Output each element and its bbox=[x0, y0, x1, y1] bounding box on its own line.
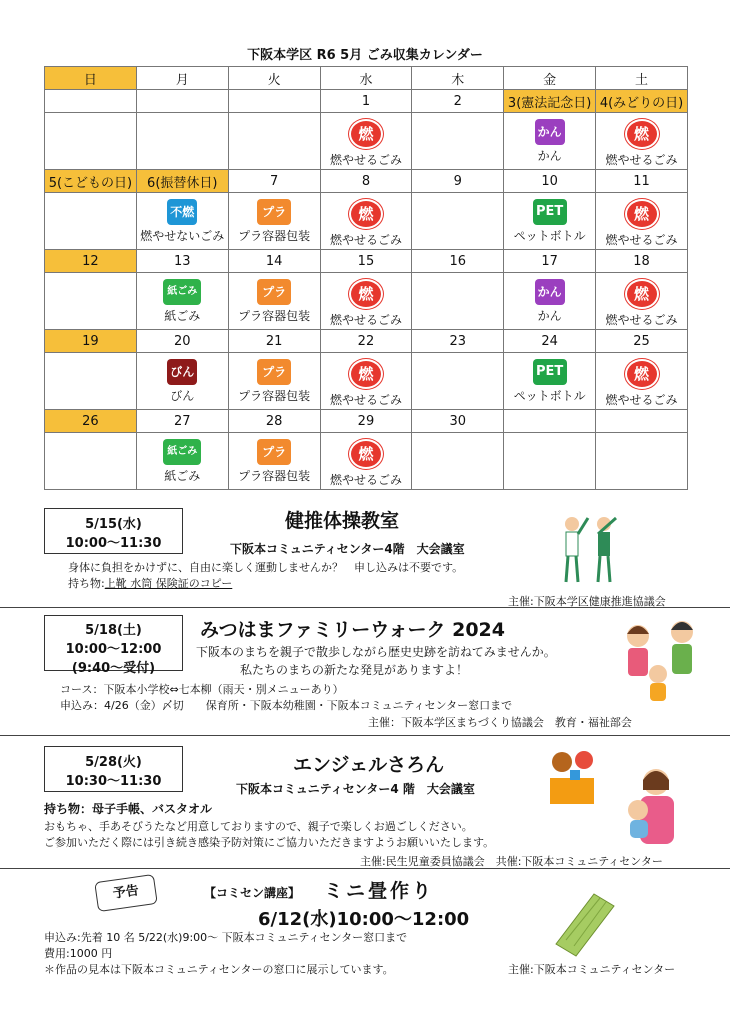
event2-date-box bbox=[44, 615, 183, 676]
event2-line1: 下阪本のまちを親子で散歩しながら歴史史跡を訪ねてみませんか。 bbox=[196, 645, 556, 659]
waste-type-icon: 燃 bbox=[349, 359, 383, 389]
waste-type-label: 燃やせるごみ bbox=[329, 313, 402, 327]
date-cell: 27 bbox=[136, 410, 228, 433]
mother-baby-illustration bbox=[618, 766, 688, 854]
event2-reception: (9:40～受付) bbox=[71, 661, 156, 676]
event2-time: 10:00～12:00 bbox=[65, 642, 162, 657]
event1-title: 健推体操教室 bbox=[285, 510, 400, 532]
date-cell: 25 bbox=[596, 330, 688, 353]
waste-type-label: 燃やせるごみ bbox=[605, 153, 678, 167]
waste-type-icon: プラ bbox=[257, 359, 291, 385]
collection-cell bbox=[504, 193, 596, 250]
collection-cell bbox=[412, 193, 504, 250]
event4-host: 主催:下阪本コミュニティセンター bbox=[508, 963, 676, 976]
date-cell: 14 bbox=[228, 250, 320, 273]
date-cell: 30 bbox=[412, 410, 504, 433]
date-cell: 21 bbox=[228, 330, 320, 353]
event3-title: エンジェルさろん bbox=[293, 754, 445, 776]
collection-cell bbox=[320, 113, 412, 170]
date-cell bbox=[228, 90, 320, 113]
event4-datetime: 6/12(水)10:00～12:00 bbox=[258, 909, 470, 930]
waste-type-icon: 燃 bbox=[349, 439, 383, 469]
collection-cell bbox=[596, 193, 688, 250]
waste-type-label: 紙ごみ bbox=[164, 309, 201, 323]
collection-cell bbox=[136, 433, 228, 490]
collection-cell bbox=[228, 353, 320, 410]
waste-type-icon: プラ bbox=[257, 439, 291, 465]
waste-type-icon: PET bbox=[533, 359, 567, 385]
waste-type-label: プラ容器包装 bbox=[238, 469, 311, 483]
calendar-title: 下阪本学区 R6 5月 ごみ収集カレンダー bbox=[247, 48, 483, 63]
event1-date: 5/15(水) bbox=[85, 517, 142, 532]
event1-bring bbox=[68, 575, 232, 591]
event2-apply: 申込み：4/26（金）〆切 保育所・下阪本幼稚園・下阪本コミュニティセンター窓口まで bbox=[60, 699, 513, 712]
weekday-header: 火 bbox=[228, 67, 320, 90]
date-cell: 16 bbox=[412, 250, 504, 273]
date-cell bbox=[136, 90, 228, 113]
collection-cell bbox=[228, 193, 320, 250]
weekday-header: 木 bbox=[412, 67, 504, 90]
waste-type-label: 燃やせるごみ bbox=[329, 233, 402, 247]
event1-bring-label: 持ち物: bbox=[68, 577, 105, 590]
event1-time: 10:00～11:30 bbox=[65, 536, 162, 551]
date-cell: 18 bbox=[596, 250, 688, 273]
event4-apply: 申込み:先着 10 名 5/22(水)9:00～ 下阪本コミュニティセンター窓口まで bbox=[44, 931, 408, 944]
date-cell: 10 bbox=[504, 170, 596, 193]
collection-cell bbox=[320, 193, 412, 250]
event1-host: 主催:下阪本学区健康推進協議会 bbox=[508, 595, 666, 608]
event2-date: 5/18(土) bbox=[85, 623, 142, 638]
waste-type-icon: 燃 bbox=[349, 279, 383, 309]
date-cell: 7 bbox=[228, 170, 320, 193]
collection-cell bbox=[45, 433, 137, 490]
collection-cell bbox=[412, 113, 504, 170]
waste-type-icon: 燃 bbox=[349, 119, 383, 149]
waste-type-label: かん bbox=[537, 309, 562, 323]
event3-line2: ご参加いただく際には引き続き感染予防対策にご協力いただきますようお願いいたします。 bbox=[44, 836, 495, 849]
collection-cell bbox=[412, 433, 504, 490]
waste-type-label: 燃やせるごみ bbox=[329, 153, 402, 167]
date-cell bbox=[504, 410, 596, 433]
waste-type-icon: 燃 bbox=[625, 119, 659, 149]
waste-type-icon: かん bbox=[535, 279, 565, 305]
date-cell: 8 bbox=[320, 170, 412, 193]
waste-type-label: 燃やせるごみ bbox=[605, 393, 678, 407]
collection-cell bbox=[504, 273, 596, 330]
event1-date-box bbox=[44, 508, 183, 554]
collection-calendar bbox=[44, 66, 688, 490]
event3-bring: 持ち物：母子手帳、バスタオル bbox=[44, 802, 213, 816]
waste-type-icon: プラ bbox=[257, 199, 291, 225]
date-cell: 11 bbox=[596, 170, 688, 193]
collection-cell bbox=[412, 353, 504, 410]
date-cell: 17 bbox=[504, 250, 596, 273]
waste-type-icon: 燃 bbox=[625, 199, 659, 229]
date-cell: 23 bbox=[412, 330, 504, 353]
collection-cell bbox=[228, 273, 320, 330]
notice-badge: 予告 bbox=[94, 874, 158, 912]
divider-3 bbox=[0, 868, 730, 869]
event2-line2: 私たちのまちの新たな発見がありますよ！ bbox=[240, 663, 469, 677]
collection-cell bbox=[228, 113, 320, 170]
waste-type-icon: 燃 bbox=[625, 279, 659, 309]
date-cell: 6(振替休日) bbox=[136, 170, 228, 193]
date-cell: 2 bbox=[412, 90, 504, 113]
family-illustration bbox=[620, 616, 700, 706]
waste-type-icon: 紙ごみ bbox=[163, 279, 201, 305]
date-cell: 3(憲法記念日) bbox=[504, 90, 596, 113]
collection-cell bbox=[596, 433, 688, 490]
date-cell: 29 bbox=[320, 410, 412, 433]
event2-host: 主催：下阪本学区まちづくり協議会 教育・福祉部会 bbox=[368, 716, 632, 729]
waste-type-label: 燃やせるごみ bbox=[605, 313, 678, 327]
waste-type-icon: かん bbox=[535, 119, 565, 145]
date-cell: 1 bbox=[320, 90, 412, 113]
waste-type-icon: プラ bbox=[257, 279, 291, 305]
collection-cell bbox=[45, 113, 137, 170]
weekday-header: 土 bbox=[596, 67, 688, 90]
weekday-header: 水 bbox=[320, 67, 412, 90]
date-cell: 26 bbox=[45, 410, 137, 433]
date-cell: 9 bbox=[412, 170, 504, 193]
collection-cell bbox=[504, 113, 596, 170]
weekday-header: 金 bbox=[504, 67, 596, 90]
waste-type-label: 紙ごみ bbox=[164, 469, 201, 483]
collection-cell bbox=[45, 353, 137, 410]
divider-2 bbox=[0, 735, 730, 736]
weekday-header: 日 bbox=[45, 67, 137, 90]
waste-type-label: ペットボトル bbox=[513, 229, 586, 243]
waste-type-label: 燃やせるごみ bbox=[329, 473, 402, 487]
date-cell bbox=[596, 410, 688, 433]
event1-venue: 下阪本コミュニティセンター4階 大会議室 bbox=[230, 542, 465, 556]
collection-cell bbox=[504, 433, 596, 490]
event3-host: 主催:民生児童委員協議会 共催:下阪本コミュニティセンター bbox=[360, 855, 663, 868]
event3-time: 10:30～11:30 bbox=[65, 774, 162, 789]
date-cell: 24 bbox=[504, 330, 596, 353]
collection-cell bbox=[596, 353, 688, 410]
collection-cell bbox=[45, 273, 137, 330]
exercise-illustration bbox=[554, 512, 624, 587]
waste-type-icon: PET bbox=[533, 199, 567, 225]
collection-cell bbox=[596, 113, 688, 170]
collection-cell bbox=[412, 273, 504, 330]
date-cell bbox=[45, 90, 137, 113]
date-cell: 20 bbox=[136, 330, 228, 353]
collection-cell bbox=[320, 353, 412, 410]
collection-cell bbox=[136, 273, 228, 330]
date-cell: 5(こどもの日) bbox=[45, 170, 137, 193]
waste-type-icon: 燃 bbox=[349, 199, 383, 229]
event4-series: 【コミセン講座】 bbox=[204, 886, 301, 900]
event2-course: コース：下阪本小学校⇔七本柳（雨天・別メニューあり） bbox=[60, 683, 344, 696]
event4-title: ミニ畳作り bbox=[324, 880, 435, 902]
waste-type-label: ペットボトル bbox=[513, 389, 586, 403]
date-cell: 22 bbox=[320, 330, 412, 353]
waste-type-label: プラ容器包装 bbox=[238, 229, 311, 243]
event3-date-box bbox=[44, 746, 183, 792]
collection-cell bbox=[136, 193, 228, 250]
event3-date: 5/28(火) bbox=[85, 755, 142, 770]
waste-type-icon: 不燃 bbox=[167, 199, 197, 225]
date-cell: 28 bbox=[228, 410, 320, 433]
collection-cell bbox=[228, 433, 320, 490]
event1-bring-items: 上靴 水筒 保険証のコピー bbox=[104, 577, 233, 590]
collection-cell bbox=[596, 273, 688, 330]
tatami-illustration bbox=[548, 888, 620, 960]
collection-cell bbox=[320, 433, 412, 490]
collection-cell bbox=[504, 353, 596, 410]
date-cell: 13 bbox=[136, 250, 228, 273]
date-cell: 15 bbox=[320, 250, 412, 273]
collection-cell bbox=[320, 273, 412, 330]
event4-fee: 費用:1000 円 bbox=[44, 947, 113, 960]
waste-type-label: びん bbox=[170, 389, 195, 403]
waste-type-label: かん bbox=[537, 149, 562, 163]
event3-venue: 下阪本コミュニティセンター4 階 大会議室 bbox=[236, 782, 475, 796]
event2-title: みつはまファミリーウォーク 2024 bbox=[200, 619, 505, 641]
event4-note: ＊作品の見本は下阪本コミュニティセンターの窓口に展示しています。 bbox=[44, 963, 394, 976]
waste-type-label: プラ容器包装 bbox=[238, 309, 311, 323]
date-cell: 4(みどりの日) bbox=[596, 90, 688, 113]
waste-type-icon: 燃 bbox=[625, 359, 659, 389]
date-cell: 12 bbox=[45, 250, 137, 273]
divider-1 bbox=[0, 607, 730, 608]
weekday-header: 月 bbox=[136, 67, 228, 90]
event3-line1: おもちゃ、手あそびうたなど用意しておりますので、親子で楽しくお過ごしください。 bbox=[44, 820, 473, 833]
waste-type-label: プラ容器包装 bbox=[238, 389, 311, 403]
waste-type-label: 燃やせないごみ bbox=[140, 229, 225, 243]
collection-cell bbox=[136, 113, 228, 170]
waste-type-icon: 紙ごみ bbox=[163, 439, 201, 465]
waste-type-label: 燃やせるごみ bbox=[329, 393, 402, 407]
collection-cell bbox=[45, 193, 137, 250]
toys-illustration bbox=[540, 742, 610, 812]
waste-type-icon: びん bbox=[167, 359, 197, 385]
waste-type-label: 燃やせるごみ bbox=[605, 233, 678, 247]
date-cell: 19 bbox=[45, 330, 137, 353]
event1-description: 身体に負担をかけずに、自由に楽しく運動しませんか？ 申し込みは不要です。 bbox=[68, 561, 464, 574]
collection-cell bbox=[136, 353, 228, 410]
